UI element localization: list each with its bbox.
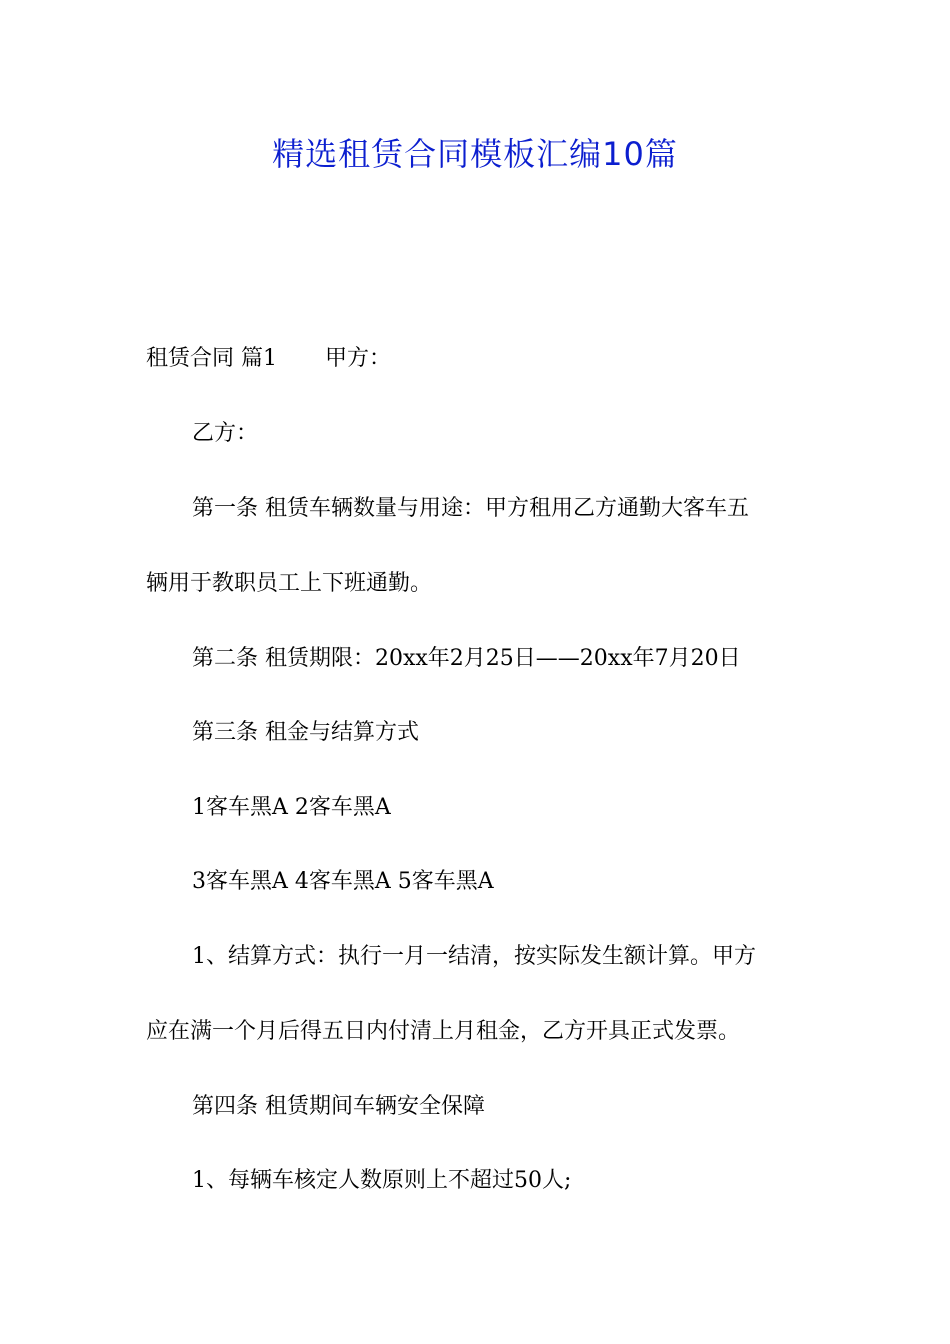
article-3-heading: 第三条 租金与结算方式 [192,720,419,745]
party-a-label: 甲方： [325,346,392,371]
vehicle-list-line-1: 1客车黑A 2客车黑A [192,795,391,820]
article-4-heading: 第四条 租赁期间车辆安全保障 [192,1094,485,1119]
settlement-line-2: 应在满一个月后得五日内付清上月租金，乙方开具正式发票。 [146,1019,741,1044]
article-2: 第二条 租赁期限：20xx年2月25日——20xx年7月20日 [192,646,741,671]
article-1-line-1: 第一条 租赁车辆数量与用途：甲方租用乙方通勤大客车五 [192,496,749,521]
settlement-line-1: 1、结算方式：执行一月一结清，按实际发生额计算。甲方 [192,944,756,969]
article-4-item-1: 1、每辆车核定人数原则上不超过50人; [192,1168,572,1193]
article-1-line-2: 辆用于教职员工上下班通勤。 [146,571,433,596]
party-b-label: 乙方： [192,421,259,446]
section-heading-line [146,339,391,379]
vehicle-list-line-2: 3客车黑A 4客车黑A 5客车黑A [192,869,494,894]
section-heading: 租赁合同 篇1 [146,346,277,371]
document-title: 精选租赁合同模板汇编10篇 [272,135,678,173]
